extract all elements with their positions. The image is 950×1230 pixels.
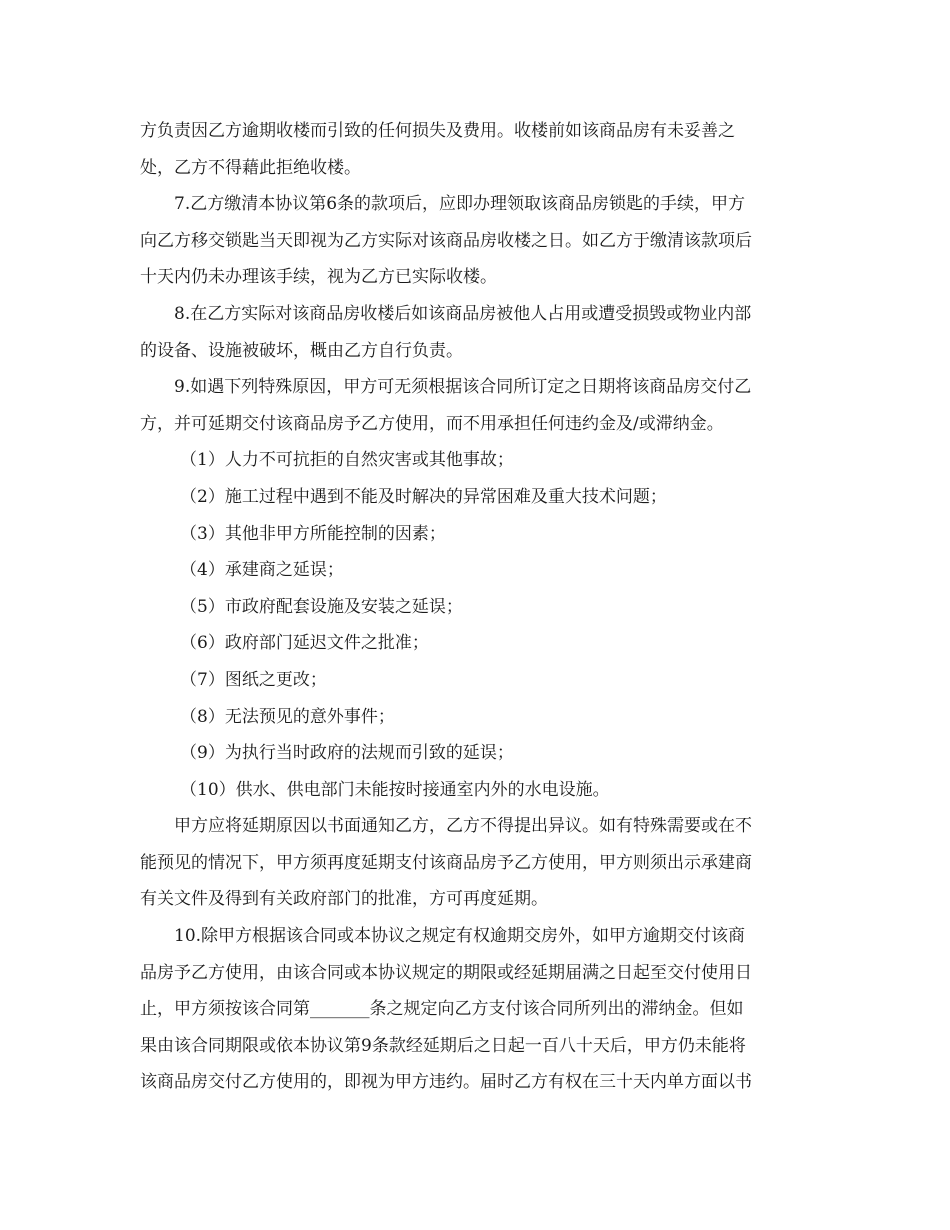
text-line: 向乙方移交锁匙当天即视为乙方实际对该商品房收楼之日。如乙方于缴清该款项后	[140, 230, 752, 251]
list-item: （9）为执行当时政府的法规而引致的延误；	[180, 743, 514, 764]
list-item: （7）图纸之更改；	[180, 669, 327, 690]
clause-10-line: 10.除甲方根据该合同或本协议之规定有权逾期交房外，如甲方逾期交付该商	[174, 926, 746, 947]
list-item: （4）承建商之延误；	[180, 560, 344, 581]
text-line: 有关文件及得到有关政府部门的批准，方可再度延期。	[140, 889, 548, 910]
text-line: 品房予乙方使用，由该合同或本协议规定的期限或经延期届满之日起至交付使用日	[140, 962, 752, 983]
clause-8-line: 8.在乙方实际对该商品房收楼后如该商品房被他人占用或遭受损毁或物业内部	[174, 303, 752, 324]
text-line: 方，并可延期交付该商品房予乙方使用，而不用承担任何违约金及/或滞纳金。	[140, 413, 724, 434]
text-line: 能预见的情况下，甲方须再度延期支付该商品房予乙方使用，甲方则须出示承建商	[140, 852, 752, 873]
text-line: 止，甲方须按该合同第_______条之规定向乙方支付该合同所列出的滞纳金。但如	[140, 999, 744, 1020]
list-item: （6）政府部门延迟文件之批准；	[180, 633, 429, 654]
paragraph-line: 甲方应将延期原因以书面通知乙方，乙方不得提出异议。如有特殊需要或在不	[174, 816, 752, 837]
text-line: 处，乙方不得藉此拒绝收楼。	[140, 157, 361, 178]
list-item: （5）市政府配套设施及安装之延误；	[180, 596, 463, 617]
document-body	[140, 113, 812, 1101]
text-line: 十天内仍未办理该手续，视为乙方已实际收楼。	[140, 267, 497, 288]
clause-7-line: 7.乙方缴清本协议第6条的款项后，应即办理领取该商品房锁匙的手续，甲方	[174, 194, 746, 215]
list-item: （2）施工过程中遇到不能及时解决的异常困难及重大技术问题；	[180, 486, 667, 507]
list-item: （8）无法预见的意外事件；	[180, 706, 395, 727]
text-line: 方负责因乙方逾期收楼而引致的任何损失及费用。收楼前如该商品房有未妥善之	[140, 121, 735, 141]
clause-9-line: 9.如遇下列特殊原因，甲方可无须根据该合同所订定之日期将该商品房交付乙	[174, 377, 752, 398]
list-item: （3）其他非甲方所能控制的因素；	[180, 523, 446, 544]
list-item: （10）供水、供电部门未能按时接通室内外的水电设施。	[180, 779, 610, 800]
text-line: 果由该合同期限或依本协议第9条款经延期后之日起一百八十天后，甲方仍未能将	[140, 1035, 746, 1056]
text-line: 的设备、设施被破坏，概由乙方自行负责。	[140, 340, 463, 361]
list-item: （1）人力不可抗拒的自然灾害或其他事故；	[180, 450, 514, 471]
text-line: 该商品房交付乙方使用的，即视为甲方违约。届时乙方有权在三十天内单方面以书	[140, 1072, 752, 1093]
